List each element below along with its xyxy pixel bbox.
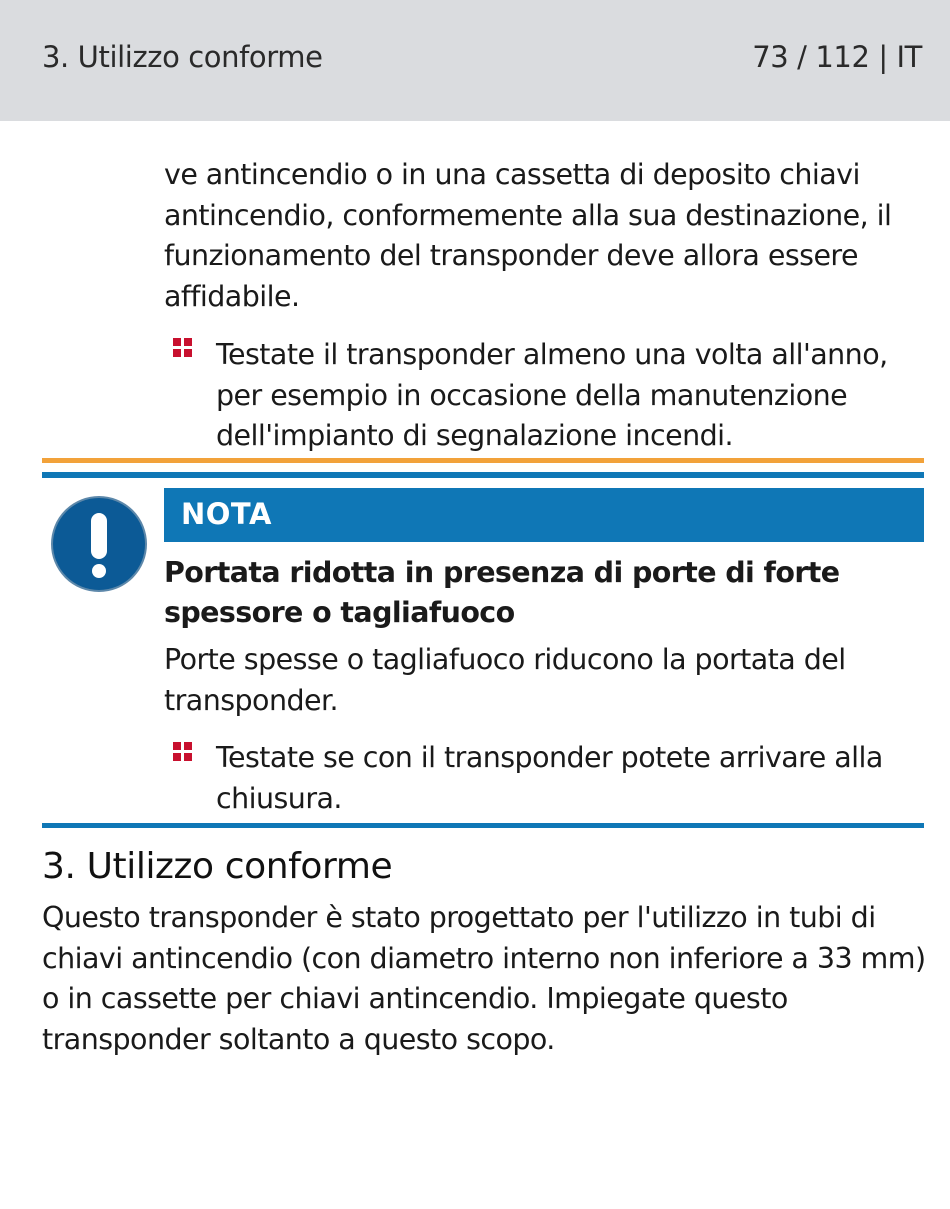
section-title: 3. Utilizzo conforme <box>42 846 393 887</box>
intro-paragraph: ve antincendio o in una cassetta di deposito chiavi antincendio, conformemente alla sua destinazione, il funzionamento del transponder deve allora essere affidabile. <box>164 158 892 313</box>
exclamation-icon <box>50 495 148 593</box>
bullet-icon <box>173 742 193 762</box>
note-text: Porte spesse o tagliafuoco riducono la portata del transponder. <box>164 643 846 717</box>
intro-bullet-text: Testate il transponder almeno una volta all'anno, per esempio in occasione della manutenzione dell'impianto di segnalazione incendi. <box>216 338 888 452</box>
divider-blue-top <box>42 472 924 478</box>
header-section-title: 3. Utilizzo conforme <box>42 40 323 74</box>
note-label: NOTA <box>181 497 272 531</box>
page-header <box>0 0 950 121</box>
section-paragraph: Questo transponder è stato progettato per l'utilizzo in tubi di chiavi antincendio (con diametro interno non inferiore a 33 mm) o in cassette per chiavi antincendio. Impiegate questo transponder soltanto a questo scopo. <box>42 901 926 1056</box>
header-page-info: 73 / 112 | IT <box>752 40 922 74</box>
note-banner <box>164 488 924 542</box>
bullet-icon <box>173 338 193 358</box>
note-bullet-text: Testate se con il transponder potete arrivare alla chiusura. <box>216 741 883 815</box>
divider-blue-bottom <box>42 823 924 828</box>
divider-orange <box>42 458 924 463</box>
note-heading: Portata ridotta in presenza di porte di forte spessore o tagliafuoco <box>164 556 840 629</box>
